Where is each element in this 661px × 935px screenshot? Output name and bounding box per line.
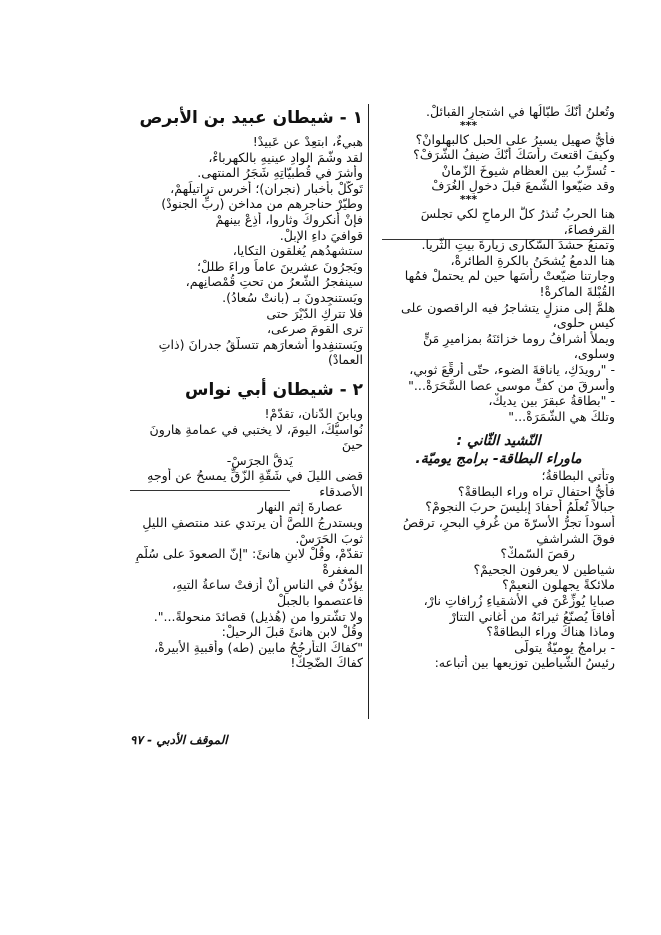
verse-line: - "بطاقةُ عبقرَ بين يديكْ، <box>488 393 615 409</box>
poem-title: ٢ - شيطان أبي نواس <box>185 379 363 400</box>
verse-line: تقدّمْ، وقُلْ لابنِ هانئَ: "إنّ الصعودَ على سُلّمِ المغفرةْ <box>135 546 363 577</box>
verse-line: - "رويدَكِ، ياناقةَ الضوء، حتّى أرقِّعَ ثوبي، <box>409 361 615 377</box>
verse-line: ويستدرجُ اللصَّ أن يرتدي عند منتصفِ الليلِ ثوبَ الحَرَسْ. <box>142 515 363 546</box>
verse-line: نُواسيُّكَ، اليومَ، لا يختبي في عمامةِ هارونَ حينَ <box>149 421 363 453</box>
verse-line: فإنْ أنكروكَ وثاروا، أذِعْ بينهمْ <box>215 211 363 227</box>
verse-line: - تُسرِّبُ بين العظامِ شيوخَ الزّمانْ <box>441 162 615 178</box>
verse-line: قوافيَ داءِ الإبلْ. <box>279 227 363 243</box>
verse-line: وقد ضيّعوا الشّمعَ قبلَ دخولِ الغُرَفْ <box>431 178 615 194</box>
verse-line: ويملأُ أشرافُ روما خزائنَهُ بمزاميرِ مَنٍّ وسلوى، <box>422 330 615 362</box>
verse-line: وماذا هناكَ وراء البطاقةْ؟ <box>486 624 615 640</box>
verse-line: لقد وشّمَ الوادِ عينيهِ بالكهرباءْ، <box>208 149 363 165</box>
section-title: النّشيد الثّاني : <box>456 433 541 450</box>
verse-line: عصارةَ إثمِ النهار <box>257 499 343 515</box>
verse-line: "كفاكَ التأرجُحُ مابين (طه) وأقبيةِ الأبيرةْ، <box>154 639 363 655</box>
verse-line: هنا الدمعُ يُشحَنُ بالكرةِ الطائرةْ، <box>450 252 615 268</box>
verse-line: وكيفَ اقتعتَ رأسَكَ أنّكَ ضيفُ الشّرَفْ؟ <box>413 147 615 163</box>
verse-line: يَدقُّ الجرَسْ- <box>226 452 293 468</box>
verse-line: فلا تتركِ الدّيْرَ حتى <box>266 305 363 321</box>
verse-line: ويابنَ الدّنان، تقدّمْ! <box>264 405 363 421</box>
verse-line: وقُلْ لابنِ هانئَ قبلَ الرحيلْ: <box>221 624 363 640</box>
verse-line: ترى القومَ صرعى، <box>266 321 363 337</box>
verse-line: شياطين لا يعرفون الجحيمْ؟ <box>473 561 615 577</box>
verse-line: كفاكَ الضّحِكْ! <box>290 655 363 671</box>
verse-line: ويَستنجِدونَ بـ (بانتْ سُعادُ). <box>222 289 363 305</box>
verse-line: ستشهدُهم يُغلقون التكايا، <box>232 243 363 259</box>
verse-line: هلمَّ إلى منزلٍ يتشاجرُ فيه الراقصون على كيسِ حلوى، <box>400 299 615 331</box>
verse-line: قضى الليلَ في شَقّةِ الزّقِّ يمسحُ عن أوجهِ الأصدقاء <box>147 468 363 499</box>
verse-line: ولا تشّتروا من (هُذيلٍ) قصائدَ منحولةً...". <box>153 608 363 624</box>
verse-line: تَوكّلْ بأخبارِ (نجران)؛ أخرِس تراتيلَهمْ، <box>170 180 363 196</box>
verse-line: فأيُّ صهيلٍ يسيرُ على الحبلِ كالبهلوانْ؟ <box>415 131 615 147</box>
verse-line: وتمنعُ حشدَ السّكارى زيارةَ بيتِ الثّريا. <box>421 237 615 253</box>
verse-line: رئيسُ الشّياطين توزيعها بين أتباعه: <box>434 655 615 671</box>
verse-line: أسوداً تجرُّ الأسرّةَ من غُرفِ البحرِ، ترقصُ فوقَ الشراشفِ <box>402 515 615 546</box>
poem-title: ١ - شيطان عبيد بن الأبرص <box>139 108 363 128</box>
verse-line: جبالاً تُعلّمُ أحفادَ إبليسَ حربَ النجومْ؟ <box>425 499 615 515</box>
left-column <box>130 104 363 671</box>
verse-line: وتُعلنُ أنّكَ طبّالُها في اشتجارِ القبائلْ. <box>426 104 615 119</box>
verse-line: وأسرقَ من كفِّ موسى عصا السَّحَرَةْ..." <box>408 377 615 393</box>
section-subtitle: ماوراء البطاقة- برامج يوميّة. <box>415 451 582 468</box>
verse-line: وجارتنا ضيّعتْ رأسَها حين لم يحتملْ فمُها القُبْلةَ الماكرةْ! <box>404 268 615 299</box>
verse-line: وتلكَ هي الشّمَرَةْ..." <box>508 408 615 424</box>
verse-line: وأشرَ في قُطبيّاتِهِ شَجَرُ المنتهى. <box>197 165 363 181</box>
stanza-separator: *** <box>459 118 478 132</box>
verse-line: أفاقاً يُصنّعُ ثيرانَهُ من أغاني التتارْ <box>449 608 615 624</box>
verse-line: ويَجرُونَ عشرينَ عاماً وراءَ طللْ؛ <box>196 258 363 274</box>
verse-line: فأيُّ احتفالٍ تراه وراء البطاقةْ؟ <box>457 483 615 499</box>
right-column <box>382 104 615 671</box>
verse-line: ويَستنفِدوا أشعارَهم تتسلّقُ جدرانَ (ذاتِ العمادْ) <box>158 336 363 368</box>
page-footer: الموقف الأدبي - ٩٧ <box>130 733 228 747</box>
verse-line: - برامجُ يوميّةٌ يتولّى <box>514 639 615 655</box>
stanza-separator: *** <box>459 192 478 206</box>
verse-line: صبايا يُوزِّعْنَ في الأشقياءِ زُرافاتِ نارْ، <box>423 593 615 609</box>
verse-line: ملائكةً يجهلون النعيمْ؟ <box>502 577 615 593</box>
verse-line: يؤذّنُ في الناسِ أنْ أزفتْ ساعةُ التيهِ، فاعتصموا بالجبلْ <box>172 577 363 609</box>
verse-line: هنا الحربُ تُنذرُ كلَّ الرماحِ لكي تجلسَ القرفصاءَ، <box>420 205 615 237</box>
verse-line: هبيءٌ، ابتعِدْ عن عَبيدْ! <box>252 134 363 149</box>
verse-line: وطيّرْ حناجرهم من مداخنِ (ربِّ الجنودْ) <box>161 196 363 212</box>
column-divider <box>368 104 369 719</box>
verse-line: وتأتي البطاقةُ؛ <box>541 468 615 484</box>
verse-line: سينفجرُ الشّعرُ من تحتِ قُمْصانِهم، <box>185 274 363 290</box>
verse-line: رقصَ السّمكْ؟ <box>500 546 575 562</box>
